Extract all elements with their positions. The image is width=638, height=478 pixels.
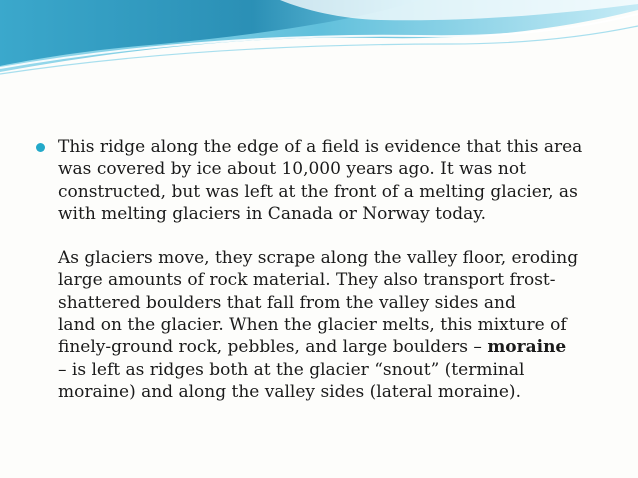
text-segment: finely-ground rock, pebbles, and large boulders –	[58, 337, 488, 358]
header-wave-decoration	[0, 0, 638, 80]
text-line: moraine) and along the valley sides (lateral moraine).	[58, 381, 521, 402]
text-line-moraine	[58, 336, 606, 358]
moraine-term: moraine	[487, 337, 567, 358]
text-line: As glaciers move, they scrape along the valley floor, eroding	[58, 248, 579, 269]
paragraph-gap	[58, 225, 606, 247]
text-line: – is left as ridges both at the glacier “snout” (terminal	[58, 359, 525, 380]
text-line: large amounts of rock material. They also transport frost-	[58, 270, 556, 291]
text-line: was covered by ice about 10,000 years ago. It was not	[58, 159, 526, 180]
text-line: constructed, but was left at the front of a melting glacier, as	[58, 181, 578, 202]
text-line: shattered boulders that fall from the valley sides and	[58, 292, 516, 313]
bullet-icon	[36, 143, 45, 152]
text-line: land on the glacier. When the glacier melts, this mixture of	[58, 315, 567, 336]
text-line: This ridge along the edge of a field is evidence that this area	[58, 137, 583, 157]
text-line: with melting glaciers in Canada or Norway today.	[58, 203, 486, 224]
bullet-text-block	[58, 136, 606, 403]
